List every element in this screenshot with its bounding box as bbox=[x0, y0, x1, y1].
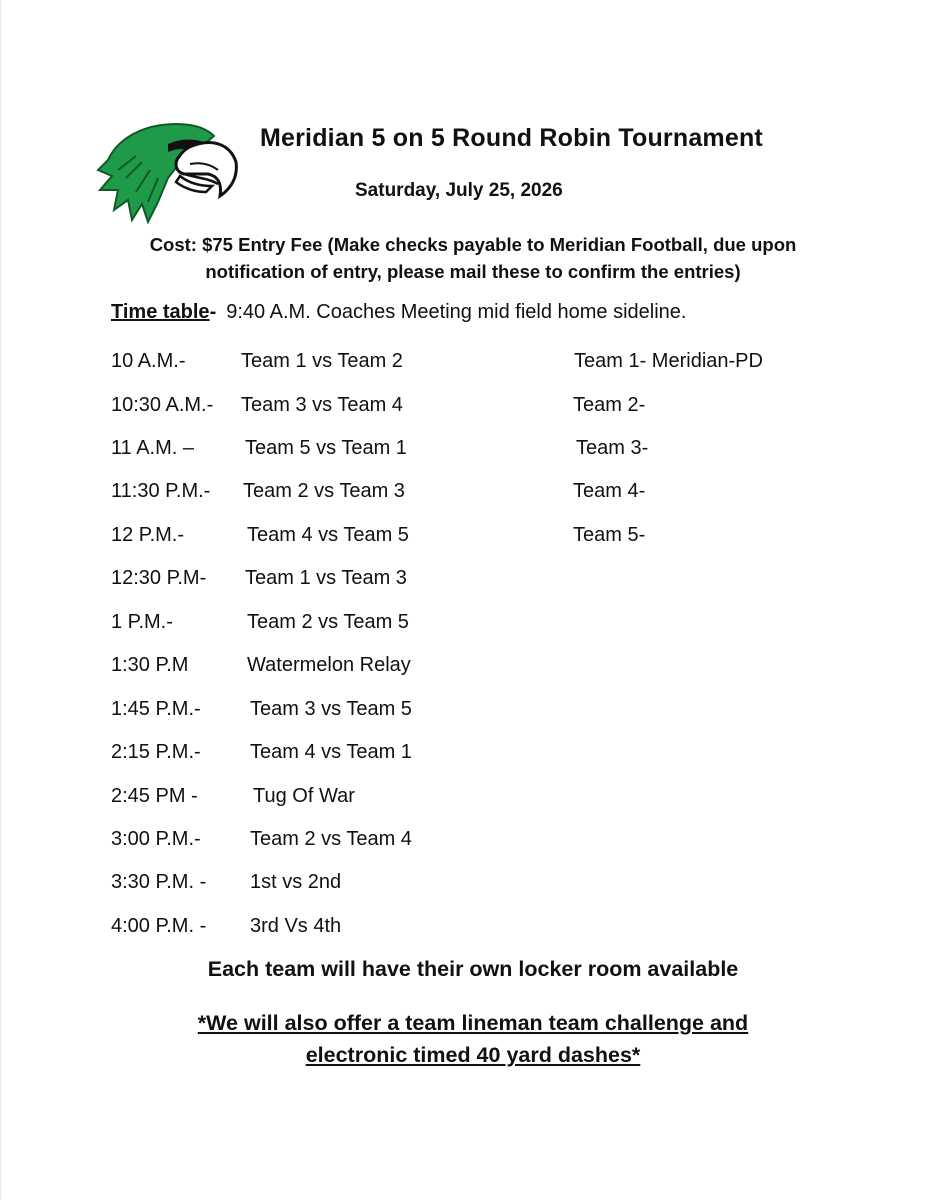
schedule-time: 10 A.M.- bbox=[111, 350, 186, 372]
schedule-event: Team 2 vs Team 4 bbox=[250, 828, 412, 850]
schedule-time: 2:45 PM - bbox=[111, 785, 198, 807]
schedule-event: Team 1 vs Team 2 bbox=[241, 350, 403, 372]
challenge-note-line-1: *We will also offer a team lineman team challenge and bbox=[197, 1011, 749, 1035]
timetable-header bbox=[111, 301, 686, 324]
schedule-event: 3rd Vs 4th bbox=[250, 915, 342, 937]
cost-info bbox=[60, 231, 886, 285]
locker-room-note: Each team will have their own locker room available bbox=[207, 957, 739, 981]
schedule-time: 10:30 A.M.- bbox=[111, 394, 214, 416]
challenge-note-line-2: electronic timed 40 yard dashes* bbox=[305, 1043, 641, 1067]
schedule-time: 3:00 P.M.- bbox=[111, 828, 201, 850]
hawk-head-logo-icon bbox=[96, 118, 238, 224]
schedule-time: 12 P.M.- bbox=[111, 524, 184, 546]
timetable-dash: - bbox=[209, 301, 217, 323]
page-title: Meridian 5 on 5 Round Robin Tournament bbox=[260, 124, 763, 152]
schedule-event: Team 3 vs Team 4 bbox=[241, 394, 403, 416]
schedule-time: 1 P.M.- bbox=[111, 611, 173, 633]
team-entry: Team 1- Meridian-PD bbox=[574, 350, 763, 372]
schedule-event: Team 1 vs Team 3 bbox=[245, 567, 407, 589]
team-entry: Team 2- bbox=[573, 394, 646, 416]
schedule-event: Team 2 vs Team 3 bbox=[243, 480, 405, 502]
schedule-time: 1:30 P.M bbox=[111, 654, 189, 676]
challenge-note bbox=[60, 1007, 886, 1071]
schedule-event: Tug Of War bbox=[253, 785, 355, 807]
schedule-event: Team 2 vs Team 5 bbox=[247, 611, 409, 633]
event-date: Saturday, July 25, 2026 bbox=[355, 180, 563, 201]
schedule-time: 4:00 P.M. - bbox=[111, 915, 207, 937]
schedule-event: Team 3 vs Team 5 bbox=[250, 698, 412, 720]
schedule-time: 11 A.M. – bbox=[111, 437, 195, 459]
schedule-time: 12:30 P.M- bbox=[111, 567, 207, 589]
schedule-event: 1st vs 2nd bbox=[250, 871, 342, 893]
cost-line-2: notification of entry, please mail these to confirm the entries) bbox=[205, 261, 741, 282]
schedule-event: Watermelon Relay bbox=[247, 654, 411, 676]
schedule-time: 11:30 P.M.- bbox=[111, 480, 211, 502]
schedule-event: Team 4 vs Team 5 bbox=[247, 524, 409, 546]
schedule-event: Team 5 vs Team 1 bbox=[245, 437, 407, 459]
team-entry: Team 4- bbox=[573, 480, 646, 502]
team-entry: Team 5- bbox=[573, 524, 646, 546]
coaches-meeting: 9:40 A.M. Coaches Meeting mid field home sideline. bbox=[226, 301, 687, 323]
schedule-event: Team 4 vs Team 1 bbox=[250, 741, 412, 763]
timetable-label: Time table bbox=[111, 301, 210, 323]
team-entry: Team 3- bbox=[576, 437, 649, 459]
cost-line-1: Cost: $75 Entry Fee (Make checks payable to Meridian Football, due upon bbox=[149, 234, 797, 255]
schedule-time: 2:15 P.M.- bbox=[111, 741, 201, 763]
schedule-time: 1:45 P.M.- bbox=[111, 698, 201, 720]
schedule-time: 3:30 P.M. - bbox=[111, 871, 207, 893]
